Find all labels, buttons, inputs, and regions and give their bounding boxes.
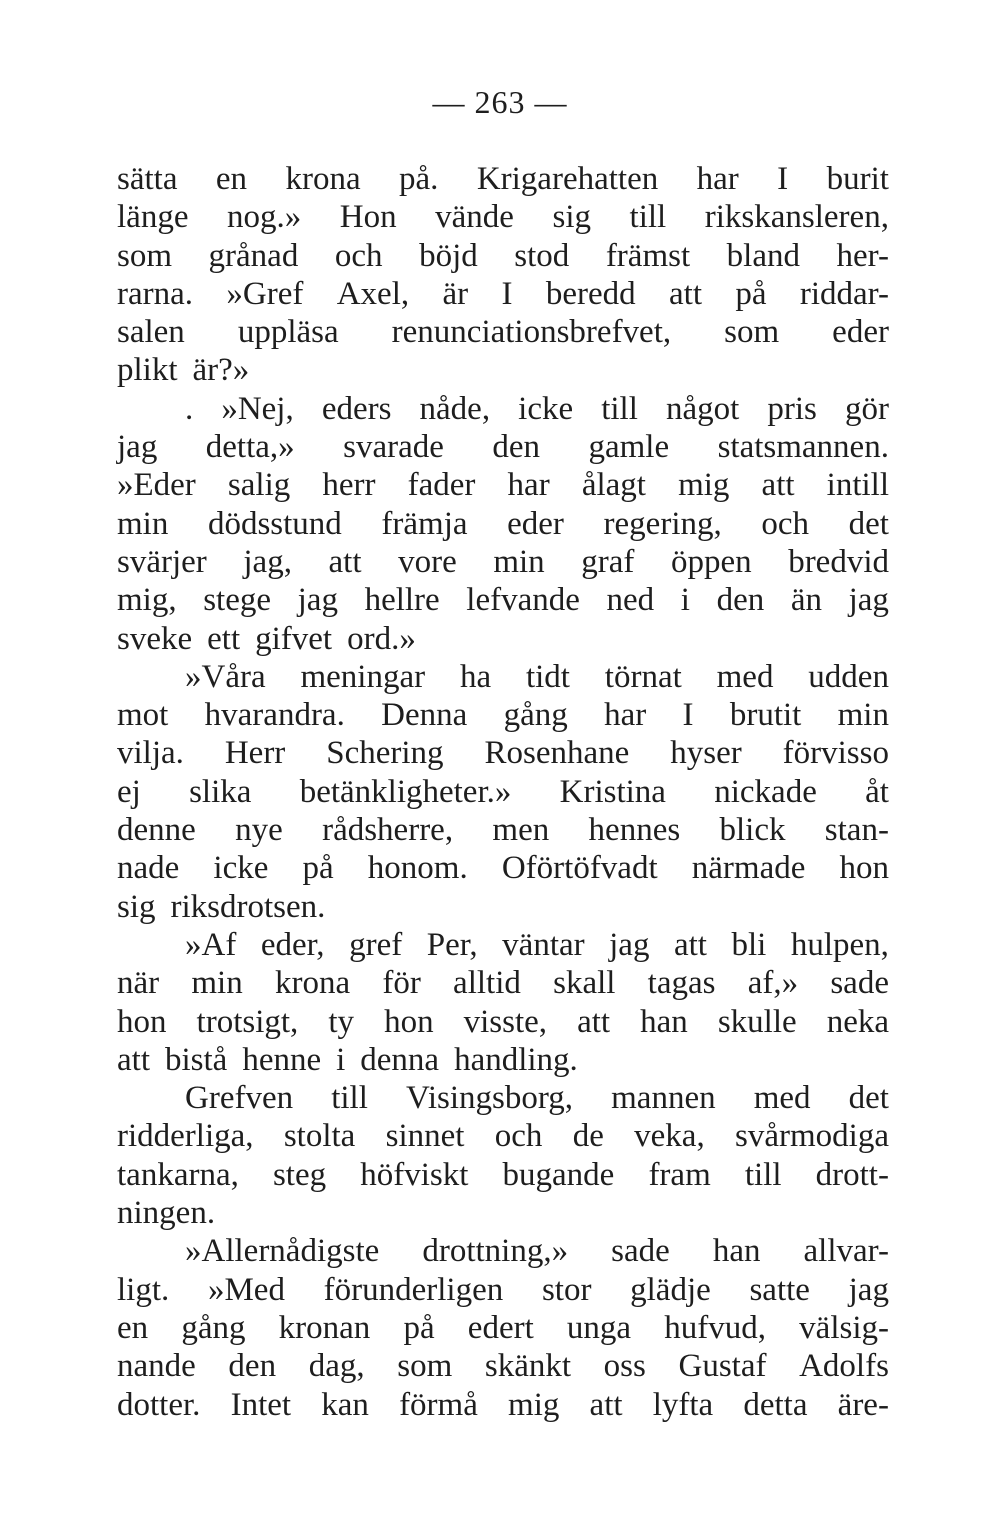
word: förunderligen — [323, 1271, 504, 1308]
text-line — [117, 581, 889, 619]
word: Hon — [339, 199, 397, 236]
word: länge — [117, 199, 189, 236]
word: rikskansleren, — [704, 199, 889, 236]
text-line — [117, 237, 889, 275]
word: renunciationsbrefvet, — [391, 314, 672, 351]
word: Visingsborg, — [406, 1080, 574, 1117]
word: beredd — [545, 275, 636, 312]
text-line — [117, 926, 889, 964]
word: uppläsa — [237, 314, 339, 351]
word: ridderliga, — [117, 1118, 254, 1155]
word: grånad — [208, 237, 299, 274]
word: mannen — [611, 1080, 716, 1117]
word: främst — [605, 237, 691, 274]
word: när — [117, 965, 160, 1002]
word: denna — [360, 1041, 440, 1078]
text-line — [117, 313, 889, 351]
word: är?» — [192, 352, 250, 389]
word: förvisso — [782, 735, 889, 772]
word: sig — [552, 199, 591, 236]
word: hellre — [364, 582, 440, 619]
word: öppen — [670, 543, 752, 580]
word: vilja. — [117, 735, 184, 772]
text-line — [117, 1309, 889, 1347]
word: henne — [242, 1041, 322, 1078]
word: »Eder — [117, 467, 196, 504]
word: höfviskt — [360, 1156, 469, 1193]
word: som — [724, 314, 780, 351]
word: har — [604, 697, 647, 734]
word: att — [117, 1041, 150, 1078]
word: böjd — [419, 237, 478, 274]
word: veka, — [634, 1118, 705, 1155]
word: i — [680, 582, 690, 619]
word: neka — [826, 1003, 889, 1040]
word: allvar- — [803, 1233, 889, 1270]
word: som — [117, 237, 173, 274]
text-line — [117, 964, 889, 1002]
word: nade — [117, 850, 180, 887]
word: törnat — [604, 658, 682, 695]
word: I — [777, 161, 789, 197]
word: och — [334, 237, 383, 274]
word: skänkt — [484, 1348, 572, 1385]
word: hennes — [588, 812, 681, 849]
word: vände — [435, 199, 514, 236]
word: är — [442, 275, 469, 312]
word: har — [507, 467, 550, 504]
word: sinnet — [385, 1118, 465, 1155]
word: intill — [826, 467, 889, 504]
word: min — [117, 505, 169, 542]
word: Rosenhane — [484, 735, 630, 772]
word: »Gref — [226, 275, 304, 312]
word: ned — [606, 582, 655, 619]
text-line — [117, 620, 889, 658]
word: ett — [207, 620, 241, 657]
word: I — [682, 697, 694, 734]
text-line — [117, 1232, 889, 1270]
word: edert — [467, 1309, 534, 1346]
word: »Våra — [185, 658, 266, 695]
word: plikt — [117, 352, 178, 389]
word: på — [403, 1309, 435, 1346]
word: nye — [235, 812, 283, 849]
word: den — [716, 582, 765, 619]
word: skulle — [717, 1003, 797, 1040]
word: Denna — [381, 697, 468, 734]
word: har — [696, 161, 739, 197]
text-line — [117, 1117, 889, 1155]
word: pris — [767, 390, 817, 427]
word: tagas — [647, 965, 716, 1002]
text-line — [117, 658, 889, 696]
text-line — [117, 1156, 889, 1194]
word: »Med — [207, 1271, 285, 1308]
word: stor — [541, 1271, 592, 1308]
word: denne — [117, 812, 196, 849]
word: herr — [322, 467, 376, 504]
word: Krigarehatten — [476, 161, 659, 197]
word: satte — [749, 1271, 810, 1308]
word: min — [493, 543, 545, 580]
word: eder — [832, 314, 889, 351]
word: gref — [349, 926, 403, 963]
word: med — [753, 1080, 811, 1117]
text-line — [117, 1079, 889, 1117]
word: ålagt — [581, 467, 646, 504]
word: och — [494, 1118, 543, 1155]
word: närmade — [691, 850, 806, 887]
word: glädje — [630, 1271, 711, 1308]
word: icke — [213, 850, 269, 887]
word: rådsherre, — [322, 812, 454, 849]
word: på — [302, 850, 334, 887]
word: men — [492, 812, 550, 849]
word: som — [397, 1348, 453, 1385]
word: icke — [518, 390, 574, 427]
word: stolta — [283, 1118, 356, 1155]
word: skall — [553, 965, 616, 1002]
word: lyfta — [652, 1386, 714, 1423]
word: her- — [836, 237, 889, 274]
word: bli — [731, 926, 767, 963]
text-line — [117, 390, 889, 428]
word: gör — [844, 390, 889, 427]
word: ligt. — [117, 1271, 170, 1308]
word: »Allernådigste — [185, 1233, 380, 1270]
word: välsig- — [799, 1309, 889, 1346]
word: sveke — [117, 620, 193, 657]
text-line — [117, 160, 889, 198]
word: hulpen, — [790, 926, 889, 963]
word: Grefven — [185, 1080, 294, 1117]
word: ej — [117, 773, 141, 810]
word: och — [761, 505, 810, 542]
word: att — [669, 275, 702, 312]
word: att — [328, 543, 362, 580]
word: Oförtöfvadt — [501, 850, 658, 887]
text-line — [117, 543, 889, 581]
word: sätta — [117, 161, 178, 197]
word: graf — [581, 543, 635, 580]
word: gamle — [588, 429, 670, 466]
word: Per, — [426, 926, 478, 963]
word: riksdrotsen. — [170, 888, 326, 925]
word: på. — [399, 161, 439, 197]
word: krona — [274, 965, 351, 1002]
word: hon — [839, 850, 889, 887]
word: hyser — [670, 735, 742, 772]
word: trotsigt, — [196, 1003, 299, 1040]
word: nog.» — [227, 199, 302, 236]
word: i — [336, 1041, 346, 1078]
word: bistå — [164, 1041, 228, 1078]
word: stan- — [824, 812, 889, 849]
word: . — [185, 390, 194, 427]
word: krona — [285, 161, 361, 197]
text-line — [117, 1041, 889, 1079]
text-line — [117, 1386, 889, 1424]
word: han — [712, 1233, 761, 1270]
word: dotter. — [117, 1386, 201, 1423]
word: något — [665, 390, 740, 427]
word: I — [501, 275, 513, 312]
text-line — [117, 734, 889, 772]
word: ningen. — [117, 1195, 216, 1232]
word: visste, — [463, 1003, 548, 1040]
text-line — [117, 505, 889, 543]
word: brutit — [729, 697, 802, 734]
word: de — [572, 1118, 604, 1155]
word: fader — [407, 467, 476, 504]
text-line — [117, 696, 889, 734]
body-text — [117, 160, 889, 1424]
word: dödsstund — [207, 505, 342, 542]
word: jag — [848, 1271, 889, 1308]
word: salig — [227, 467, 291, 504]
word: äre- — [837, 1386, 889, 1423]
word: drott- — [815, 1156, 889, 1193]
word: jag — [848, 582, 889, 619]
text-line — [117, 811, 889, 849]
word: jag — [117, 429, 158, 466]
word: gifvet — [255, 620, 333, 657]
word: Herr — [224, 735, 286, 772]
word: mot — [117, 697, 169, 734]
word: slika — [189, 773, 252, 810]
word: till — [331, 1080, 368, 1117]
word: att — [577, 1003, 611, 1040]
word: min — [191, 965, 243, 1002]
text-line — [117, 1003, 889, 1041]
word: blick — [719, 812, 786, 849]
word: unga — [566, 1309, 632, 1346]
word: rarna. — [117, 275, 194, 312]
word: hon — [384, 1003, 434, 1040]
word: svärjer — [117, 543, 207, 580]
word: gång — [503, 697, 568, 734]
word: eder — [507, 505, 564, 542]
page-number: — 263 — — [432, 84, 568, 120]
word: stod — [514, 237, 570, 274]
text-line — [117, 198, 889, 236]
word: af,» — [747, 965, 799, 1002]
text-line — [117, 849, 889, 887]
word: handling. — [454, 1041, 578, 1078]
word: att — [673, 926, 707, 963]
word: förmå — [399, 1386, 478, 1423]
word: drottning,» — [422, 1233, 569, 1270]
word: burit — [826, 161, 889, 197]
text-line — [117, 428, 889, 466]
word: en — [215, 161, 248, 197]
word: hufvud, — [664, 1309, 766, 1346]
text-line — [117, 275, 889, 313]
word: att — [761, 467, 795, 504]
word: jag — [297, 582, 338, 619]
word: eder, — [260, 926, 325, 963]
word: Schering — [326, 735, 444, 772]
word: kronan — [278, 1309, 371, 1346]
text-line — [117, 1194, 889, 1232]
word: mig — [508, 1386, 560, 1423]
word: mig, — [117, 582, 177, 619]
word: den — [492, 429, 541, 466]
word: svårmodiga — [735, 1118, 889, 1155]
word: nåde, — [419, 390, 491, 427]
word: Adolfs — [799, 1348, 889, 1385]
word: det — [848, 505, 889, 542]
word: Intet — [230, 1386, 292, 1423]
text-line — [117, 773, 889, 811]
word: för — [382, 965, 421, 1002]
word: en — [117, 1309, 149, 1346]
word: fram — [648, 1156, 711, 1193]
word: dag, — [308, 1348, 365, 1385]
word: ty — [328, 1003, 355, 1040]
word: stege — [203, 582, 272, 619]
word: eders — [321, 390, 392, 427]
word: vore — [398, 543, 457, 580]
word: tankarna, — [117, 1156, 239, 1193]
word: sade — [611, 1233, 670, 1270]
word: att — [589, 1386, 623, 1423]
word: på — [735, 275, 767, 312]
word: gång — [181, 1309, 246, 1346]
word: jag, — [243, 543, 292, 580]
word: främja — [381, 505, 468, 542]
word: sade — [830, 965, 889, 1002]
word: steg — [272, 1156, 327, 1193]
word: åt — [865, 773, 889, 810]
word: hvarandra. — [204, 697, 345, 734]
word: väntar — [502, 926, 585, 963]
word: Kristina — [559, 773, 666, 810]
word: bugande — [502, 1156, 615, 1193]
word: det — [848, 1080, 889, 1117]
word: alltid — [453, 965, 521, 1002]
text-line — [117, 1271, 889, 1309]
word: ord.» — [347, 620, 416, 657]
word: hon — [117, 1003, 167, 1040]
word: än — [790, 582, 822, 619]
text-line — [117, 351, 889, 389]
word: kan — [321, 1386, 369, 1423]
word: oss — [603, 1348, 646, 1385]
word: honom. — [367, 850, 468, 887]
word: till — [601, 390, 638, 427]
word: betänkligheter.» — [299, 773, 512, 810]
word: detta,» — [205, 429, 295, 466]
word: bredvid — [788, 543, 889, 580]
word: ha — [459, 658, 492, 695]
word: han — [640, 1003, 688, 1040]
word: lefvande — [466, 582, 580, 619]
word: statsmannen. — [717, 429, 889, 466]
word: nande — [117, 1348, 196, 1385]
word: till — [629, 199, 667, 236]
word: salen — [117, 314, 185, 351]
word: regering, — [603, 505, 722, 542]
text-line — [117, 1347, 889, 1385]
word: »Nej, — [221, 390, 294, 427]
word: jag — [609, 926, 650, 963]
text-line — [117, 888, 889, 926]
word: sig — [117, 888, 156, 925]
word: tidt — [525, 658, 570, 695]
word: mig — [678, 467, 730, 504]
word: nickade — [714, 773, 817, 810]
word: svarade — [343, 429, 444, 466]
text-line — [117, 466, 889, 504]
word: riddar- — [799, 275, 889, 312]
word: min — [837, 697, 889, 734]
word: »Af — [185, 926, 237, 963]
word: med — [716, 658, 774, 695]
word: detta — [743, 1386, 808, 1423]
word: udden — [808, 658, 889, 695]
word: den — [228, 1348, 277, 1385]
word: bland — [726, 237, 800, 274]
word: Axel, — [336, 275, 410, 312]
word: till — [744, 1156, 782, 1193]
word: meningar — [300, 658, 426, 695]
word: Gustaf — [678, 1348, 767, 1385]
